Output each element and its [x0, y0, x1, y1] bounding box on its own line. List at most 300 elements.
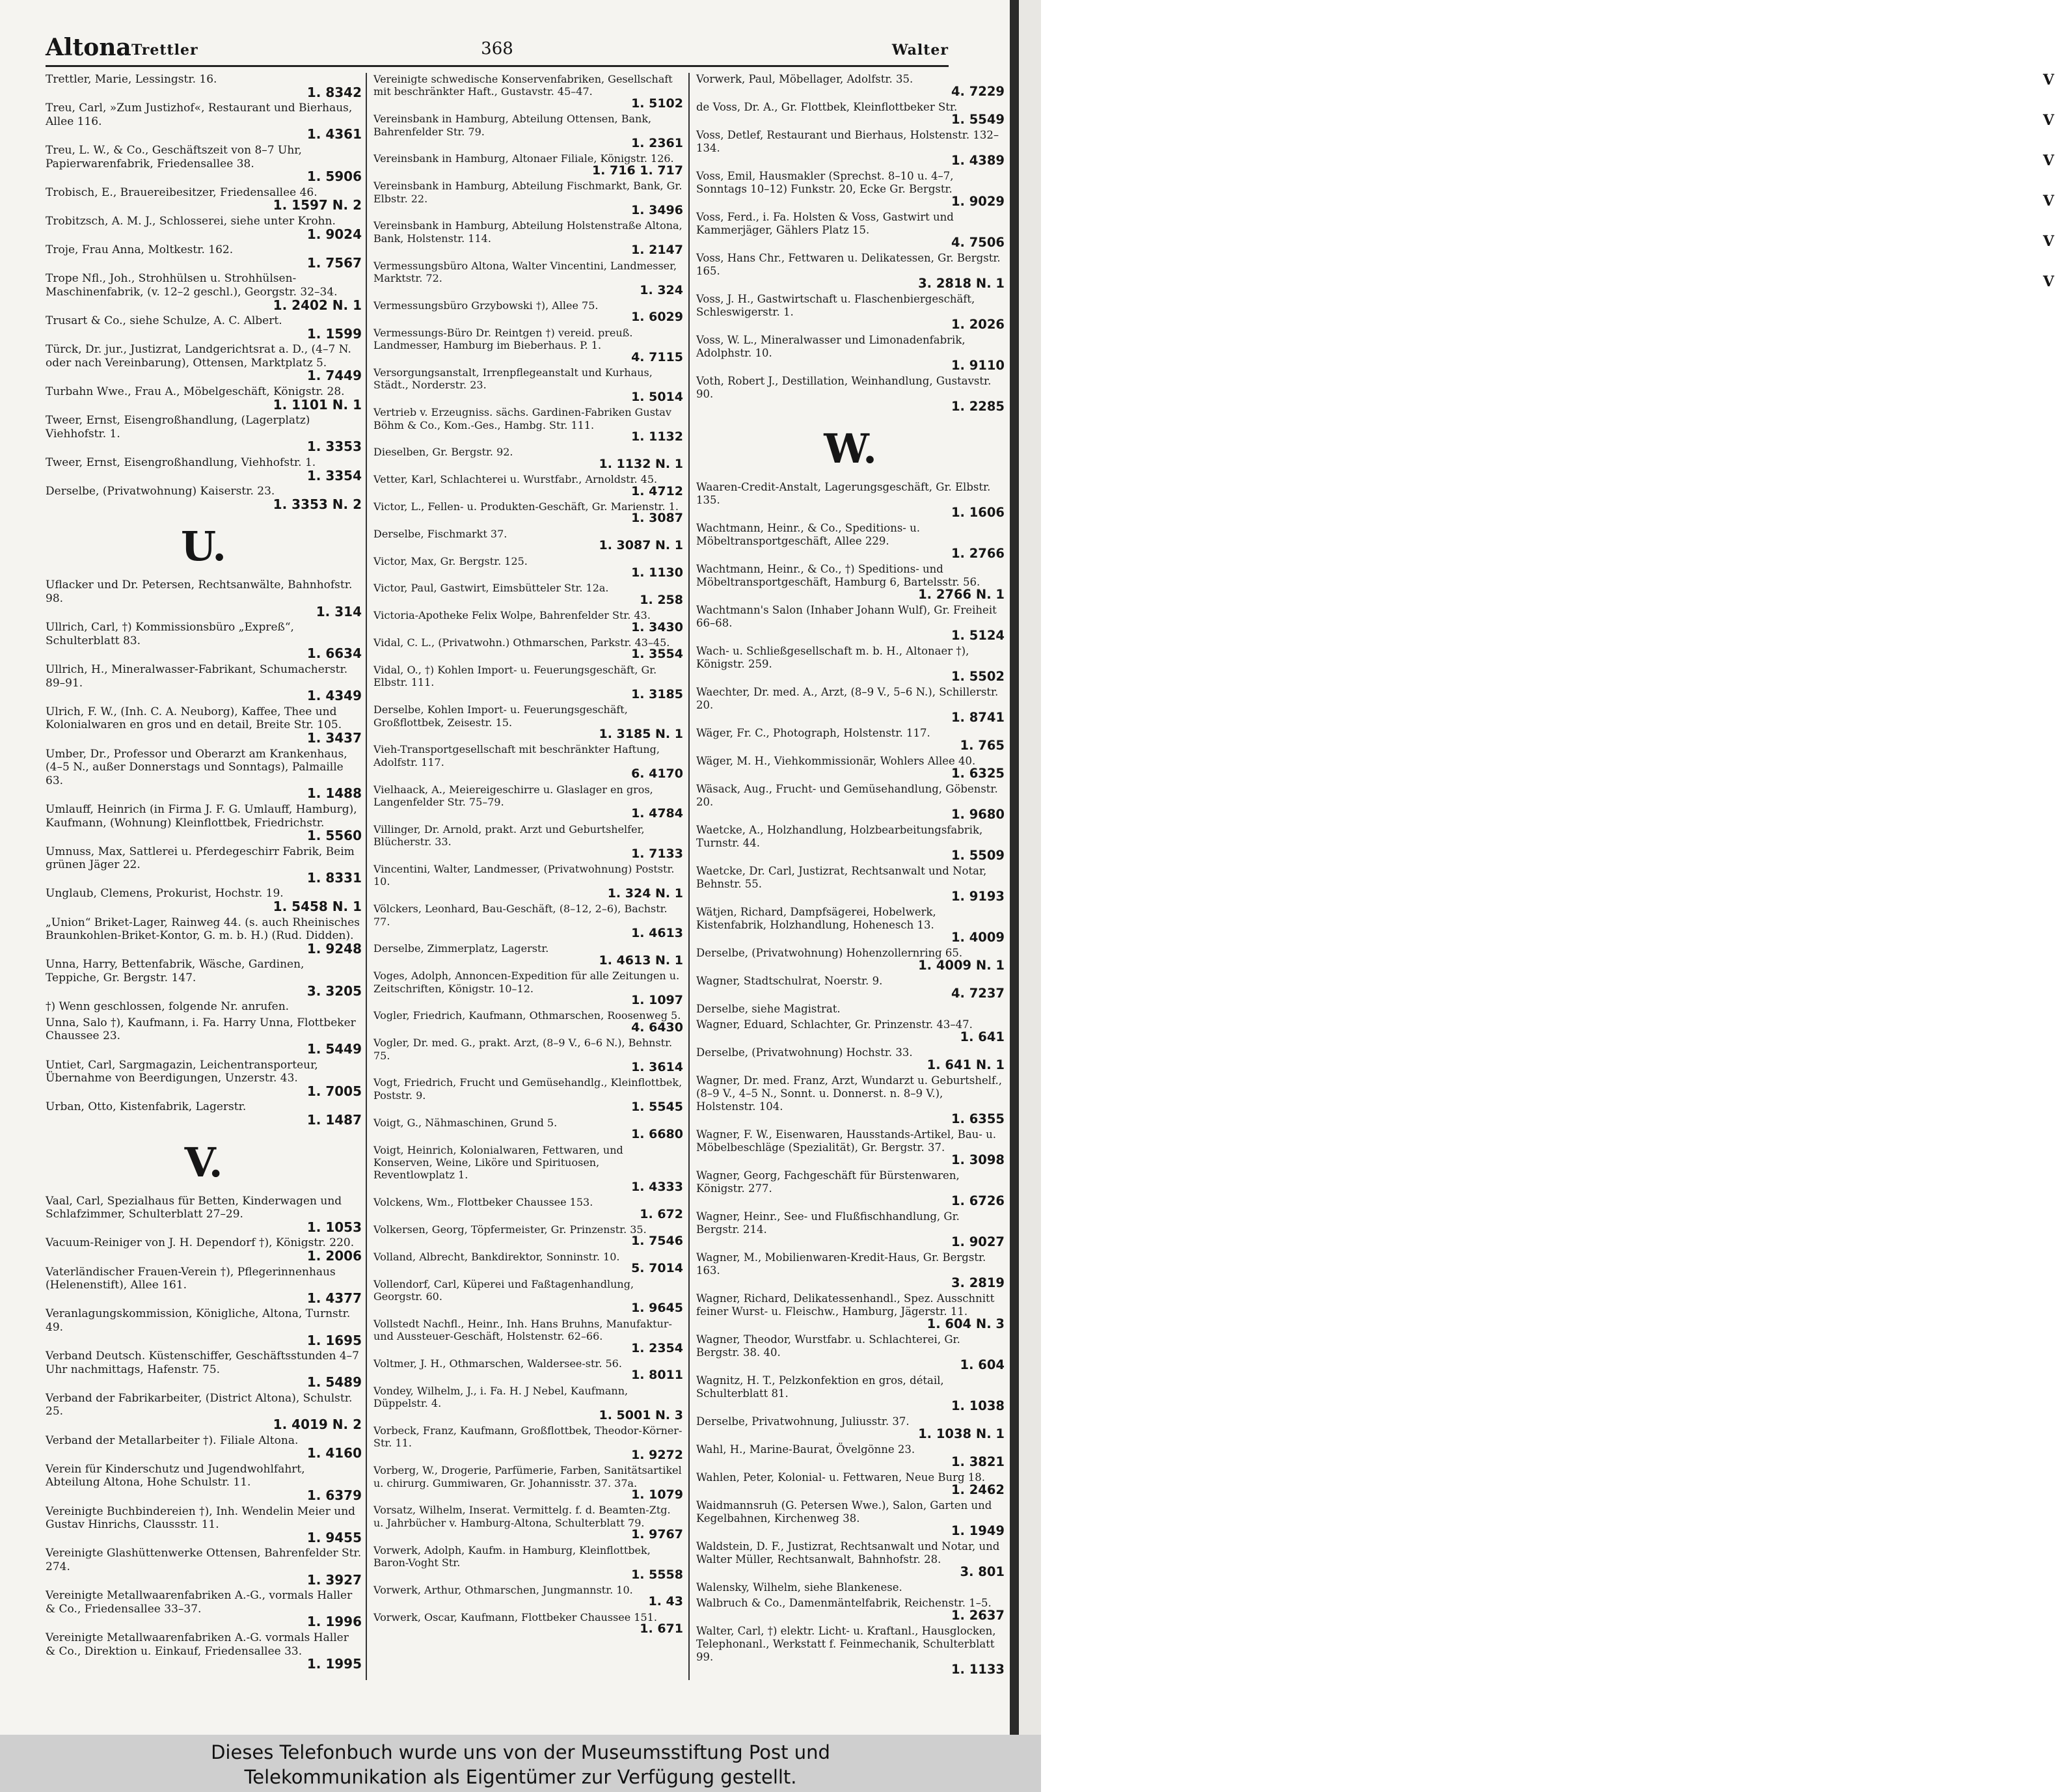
directory-entry	[696, 1169, 1005, 1208]
phone-number: 1. 3185 N. 1	[599, 726, 683, 741]
entry-text: Ulrich, F. W., (Inh. C. A. Neuborg), Kaffee, Thee und Kolonialwaren en gros und en detail, Breite Str. 105.	[46, 705, 342, 732]
entry-text: Unna, Harry, Bettenfabrik, Wäsche, Gardinen, Teppiche, Gr. Bergstr. 147.	[46, 958, 304, 985]
entry-text: Verband der Metallarbeiter †). Filiale Altona.	[46, 1433, 299, 1447]
entry-text: Voss, W. L., Mineralwasser und Limonadenfabrik, Adolphstr. 10.	[696, 334, 966, 359]
phone-number: 1. 3496	[631, 203, 683, 218]
directory-entry	[696, 1251, 1005, 1290]
entry-text: Umber, Dr., Professor und Oberarzt am Krankenhaus, (4–5 N., außer Donnerstags und Sonntags), Palmaille 63.	[46, 747, 347, 787]
phone-number: 1. 4349	[306, 688, 362, 704]
directory-column-2	[373, 73, 683, 1680]
directory-entry	[696, 755, 1005, 780]
phone-number: 1. 5502	[951, 669, 1005, 684]
entry-text: Trope Nfl., Joh., Strohhülsen u. Strohhülsen-Maschinenfabrik, (v. 12–2 geschl.), Georgstr. 32–34.	[46, 272, 338, 299]
phone-number: 1. 2402 N. 1	[273, 297, 362, 313]
header-first-name: Trettler	[131, 42, 198, 59]
directory-entry	[46, 1016, 362, 1056]
directory-entry	[373, 823, 683, 860]
phone-number: 1. 1695	[306, 1332, 362, 1348]
entry-text: Turbahn Wwe., Frau A., Möbelgeschäft, Königstr. 28.	[46, 385, 345, 399]
phone-number: 1. 1038	[951, 1398, 1005, 1413]
directory-entry	[696, 1625, 1005, 1676]
directory-entry	[373, 1009, 683, 1034]
entry-text: Vermessungs-Büro Dr. Reintgen †) vereid. preuß. Landmesser, Hamburg im Bieberhaus. P. 1.	[373, 326, 633, 352]
phone-number: 1. 1132	[631, 429, 683, 444]
entry-text: Waaren-Credit-Anstalt, Lagerungsgeschäft, Gr. Elbstr. 135.	[696, 481, 991, 506]
directory-entry	[696, 252, 1005, 290]
phone-number: 3. 801	[960, 1564, 1005, 1579]
directory-entry	[696, 1128, 1005, 1167]
directory-entry	[46, 73, 362, 99]
phone-number: 1. 2766 N. 1	[918, 587, 1005, 602]
phone-number: 1. 3437	[306, 729, 362, 746]
phone-number: 4. 6430	[631, 1020, 683, 1035]
phone-number: 1. 2354	[631, 1340, 683, 1355]
edge-fragment: V	[2043, 233, 2055, 250]
entry-text: Vollstedt Nachfl., Heinr., Inh. Hans Bruhns, Manufaktur- und Aussteuer-Geschäft, Holstenstr. 62–66.	[373, 1317, 672, 1343]
directory-entry	[696, 563, 1005, 601]
directory-entry	[373, 1385, 683, 1422]
page-header	[46, 34, 949, 62]
entry-text: Unna, Salo †), Kaufmann, i. Fa. Harry Unna, Flottbeker Chaussee 23.	[46, 1016, 356, 1043]
phone-number: 1. 6379	[306, 1487, 362, 1504]
phone-number: 1. 324	[640, 282, 683, 297]
directory-entry	[46, 1195, 362, 1234]
entry-text: Wagner, Dr. med. Franz, Arzt, Wundarzt u. Geburtshelf., (8–9 V., 4–5 N., Sonnt. u. Donnerst. n. 8–9 V.), Holstenstr. 104.	[696, 1074, 1003, 1113]
phone-number: 1. 9767	[631, 1527, 683, 1542]
entry-text: Vacuum-Reiniger von J. H. Dependorf †), Königstr. 220.	[46, 1236, 355, 1250]
phone-number: 1. 5124	[951, 628, 1005, 643]
phone-number: 1. 1133	[951, 1662, 1005, 1677]
entry-text: Derselbe, siehe Magistrat.	[696, 1003, 841, 1015]
entry-text: Wahl, H., Marine-Baurat, Övelgönne 23.	[696, 1443, 915, 1456]
directory-entry	[696, 1581, 1005, 1594]
phone-number: 1. 604	[960, 1357, 1005, 1372]
directory-entry	[46, 748, 362, 800]
phone-number: 1. 5489	[306, 1374, 362, 1391]
entry-text: Trobitzsch, A. M. J., Schlosserei, siehe unter Krohn.	[46, 214, 336, 228]
entry-text: Vorwerk, Adolph, Kaufm. in Hamburg, Kleinflottbek, Baron-Voght Str.	[373, 1543, 651, 1569]
phone-number: 4. 7237	[951, 986, 1005, 1001]
entry-text: Wäger, Fr. C., Photograph, Holstenstr. 117.	[696, 727, 930, 739]
directory-entry	[46, 215, 362, 241]
phone-number: 1. 4613 N. 1	[599, 953, 683, 968]
directory-entry	[696, 211, 1005, 249]
phone-number: 1. 2637	[951, 1608, 1005, 1623]
entry-text: Vereinsbank in Hamburg, Altonaer Filiale, Königstr. 126.	[373, 152, 674, 165]
entry-text: Ullrich, Carl, †) Kommissionsbüro „Expreß“, Schulterblatt 83.	[46, 621, 294, 647]
entry-text: Waetcke, A., Holzhandlung, Holzbearbeitungsfabrik, Turnstr. 44.	[696, 824, 983, 849]
phone-number: 1. 5102	[631, 96, 683, 111]
phone-number: 1. 6325	[951, 766, 1005, 781]
entry-text: Urban, Otto, Kistenfabrik, Lagerstr.	[46, 1100, 247, 1114]
phone-number: 1. 7133	[631, 846, 683, 861]
directory-entry	[373, 219, 683, 256]
directory-entry	[373, 609, 683, 634]
directory-entry	[373, 636, 683, 661]
phone-number: 1. 4784	[631, 806, 683, 821]
phone-number: 1. 5001 N. 3	[599, 1407, 683, 1422]
entry-text: de Voss, Dr. A., Gr. Flottbek, Kleinflottbeker Str.	[696, 101, 958, 113]
directory-entry	[46, 1236, 362, 1262]
entry-text: Wagner, Heinr., See- und Flußfischhandlung, Gr. Bergstr. 214.	[696, 1210, 960, 1236]
phone-number: 1. 2462	[951, 1482, 1005, 1497]
directory-entry	[373, 1544, 683, 1581]
directory-entry	[696, 783, 1005, 821]
entry-text: Vereinigte Glashüttenwerke Ottensen, Bahrenfelder Str. 274.	[46, 1547, 362, 1573]
phone-number: 1. 3087 N. 1	[599, 538, 683, 553]
directory-entry	[46, 1547, 362, 1586]
phone-number: 1. 4377	[306, 1290, 362, 1306]
entry-text: Vorsatz, Wilhelm, Inserat. Vermittelg. f. d. Beamten-Ztg. u. Jahrbücher v. Hamburg-Altona, Schulterblatt 79.	[373, 1504, 671, 1529]
phone-number: 1. 1487	[306, 1111, 362, 1128]
entry-text: Vereinigte Metallwaarenfabriken A.-G. vormals Haller & Co., Direktion u. Einkauf, Friedensallee 33.	[46, 1631, 349, 1658]
directory-entry	[696, 645, 1005, 683]
page-number: 368	[481, 39, 513, 59]
phone-number: 1. 9027	[951, 1234, 1005, 1249]
phone-number: 1. 4361	[306, 126, 362, 143]
entry-text: Wagner, Georg, Fachgeschäft für Bürstenwaren, Königstr. 277.	[696, 1169, 960, 1195]
entry-text: Derselbe, (Privatwohnung) Hohenzollernring 65.	[696, 947, 963, 959]
directory-entry	[373, 1251, 683, 1275]
directory-entry	[373, 1611, 683, 1636]
phone-number: 1. 43	[648, 1594, 683, 1609]
directory-entry	[696, 1499, 1005, 1538]
directory-entry	[696, 947, 1005, 972]
directory-entry	[696, 1415, 1005, 1441]
entry-text: Vorberg, W., Drogerie, Parfümerie, Farben, Sanitätsartikel u. chirurg. Gummiwaren, Gr. Johannisstr. 37. 37a.	[373, 1464, 682, 1489]
directory-entry	[696, 101, 1005, 126]
entry-text: Trobisch, E., Brauereibesitzer, Friedensallee 46.	[46, 185, 318, 199]
directory-entry	[373, 528, 683, 552]
header-place: Altona	[46, 34, 131, 61]
directory-entry	[373, 970, 683, 1007]
directory-entry	[46, 1631, 362, 1671]
phone-number: 1. 2361	[631, 136, 683, 151]
directory-entry	[46, 1307, 362, 1347]
entry-text: Voss, Ferd., i. Fa. Holsten & Voss, Gastwirt und Kammerjäger, Gählers Platz 15.	[696, 211, 954, 236]
directory-entry	[373, 863, 683, 900]
phone-number: 1. 1599	[306, 325, 362, 342]
phone-number: 1. 4009	[951, 930, 1005, 945]
phone-number: 1. 3430	[631, 619, 683, 634]
directory-entry	[696, 375, 1005, 413]
directory-entry	[46, 705, 362, 745]
phone-number: 1. 9645	[631, 1301, 683, 1316]
directory-entry	[373, 327, 683, 364]
directory-entry	[46, 803, 362, 843]
facing-page-edge	[1019, 0, 2055, 1735]
entry-text: Vereinigte Metallwaarenfabriken A.-G., vormals Haller & Co., Friedensallee 33–37.	[46, 1589, 353, 1616]
directory-entry	[46, 916, 362, 956]
entry-text: Vidal, O., †) Kohlen Import- u. Feuerungsgeschäft, Gr. Elbstr. 111.	[373, 663, 657, 689]
phone-number: 1. 5014	[631, 389, 683, 404]
directory-entry	[46, 343, 362, 383]
phone-number: 1. 3098	[951, 1152, 1005, 1167]
directory-entry	[696, 1018, 1005, 1044]
directory-entry	[696, 1597, 1005, 1622]
directory-entry	[696, 334, 1005, 372]
directory-entry	[373, 1424, 683, 1461]
phone-number: 1. 7449	[306, 368, 362, 384]
phone-number: 1. 1038 N. 1	[918, 1426, 1005, 1441]
directory-entry	[373, 473, 683, 498]
phone-number: 1. 324 N. 1	[607, 886, 683, 901]
directory-column-3	[696, 73, 1005, 1680]
entry-text: Wagner, F. W., Eisenwaren, Hausstands-Artikel, Bau- u. Möbelbeschläge (Spezialität), Gr. Bergstr. 37.	[696, 1128, 996, 1154]
entry-text: Tweer, Ernst, Eisengroßhandlung, (Lagerplatz) Viehhofstr. 1.	[46, 414, 310, 441]
phone-number: 1. 9455	[306, 1529, 362, 1545]
phone-number: 1. 1053	[306, 1219, 362, 1235]
entry-text: Dieselben, Gr. Bergstr. 92.	[373, 446, 513, 459]
entry-text: Waldstein, D. F., Justizrat, Rechtsanwalt und Notar, und Walter Müller, Rechtsanwalt, Bahnhofstr. 28.	[696, 1540, 1000, 1566]
entry-text: Vereinigte schwedische Konservenfabriken, Gesellschaft mit beschränkter Haft., Gustavstr. 45–47.	[373, 73, 673, 98]
phone-number: 1. 1101 N. 1	[273, 396, 362, 413]
directory-entry	[46, 144, 362, 183]
directory-entry	[46, 243, 362, 269]
phone-number: 1. 1996	[306, 1614, 362, 1630]
entry-text: Vaal, Carl, Spezialhaus für Betten, Kinderwagen und Schlafzimmer, Schulterblatt 27–29.	[46, 1194, 342, 1221]
directory-entry	[373, 664, 683, 701]
entry-text: Vermessungsbüro Altona, Walter Vincentini, Landmesser, Marktstr. 72.	[373, 259, 677, 285]
directory-entry	[373, 783, 683, 821]
directory-entry	[696, 522, 1005, 560]
phone-number: 3. 3205	[306, 983, 362, 999]
entry-text: Völckers, Leonhard, Bau-Geschäft, (8–12, 2–6), Bachstr. 77.	[373, 903, 668, 928]
entry-text: Voss, J. H., Gastwirtschaft u. Flaschenbiergeschäft, Schleswigerstr. 1.	[696, 293, 975, 318]
phone-number: 4. 7115	[631, 349, 683, 364]
directory-entry	[46, 485, 362, 511]
directory-entry	[373, 299, 683, 324]
phone-number: 1. 4333	[631, 1179, 683, 1194]
entry-text: Untiet, Carl, Sargmagazin, Leichentransporteur, Übernahme von Beerdigungen, Unzerstr. 43.	[46, 1058, 318, 1085]
entry-text: Voss, Emil, Hausmakler (Sprechst. 8–10 u. 4–7, Sonntags 10–12) Funkstr. 20, Ecke Gr. Bergstr.	[696, 170, 954, 195]
directory-entry	[696, 975, 1005, 1000]
directory-entry	[373, 1037, 683, 1074]
directory-entry	[373, 743, 683, 780]
phone-number: 3. 2818 N. 1	[918, 276, 1005, 291]
directory-entry	[373, 555, 683, 580]
phone-number: 1. 765	[960, 738, 1005, 753]
edge-fragment: V	[2043, 273, 2055, 290]
directory-entry	[696, 1374, 1005, 1413]
directory-entry	[373, 113, 683, 150]
entry-text: Wagner, Stadtschulrat, Noerstr. 9.	[696, 975, 883, 987]
directory-entry	[373, 406, 683, 443]
phone-number: 1. 5906	[306, 169, 362, 185]
directory-entry	[696, 1003, 1005, 1016]
phone-number: 1. 5449	[306, 1041, 362, 1057]
entry-text: Voges, Adolph, Annoncen-Expedition für alle Zeitungen u. Zeitschriften, Königstr. 10–12.	[373, 970, 680, 995]
directory-entry	[373, 1223, 683, 1248]
directory-entry	[46, 1059, 362, 1098]
directory-entry	[696, 1471, 1005, 1497]
phone-number: 1. 4160	[306, 1445, 362, 1461]
edge-fragment: V	[2043, 72, 2055, 88]
entry-text: Umlauff, Heinrich (in Firma J. F. G. Umlauff, Hamburg), Kaufmann, (Wohnung) Kleinflottbek, Friedrichstr.	[46, 802, 357, 830]
phone-number: 3. 2819	[951, 1275, 1005, 1290]
directory-entry	[46, 314, 362, 340]
entry-text: Derselbe, Zimmerplatz, Lagerstr.	[373, 942, 549, 955]
entry-text: Verein für Kinderschutz und Jugendwohlfahrt, Abteilung Altona, Hohe Schulstr. 11.	[46, 1462, 305, 1489]
directory-entry	[46, 1350, 362, 1389]
phone-number: 1. 3354	[306, 467, 362, 483]
entry-text: Volckens, Wm., Flottbeker Chaussee 153.	[373, 1196, 593, 1209]
edge-fragment: V	[2043, 152, 2055, 169]
entry-text: Victor, Paul, Gastwirt, Eimsbütteler Str. 12a.	[373, 582, 609, 595]
entry-text: Vorwerk, Paul, Möbellager, Adolfstr. 35.	[696, 73, 913, 85]
directory-entry	[696, 1292, 1005, 1331]
entry-text: Tweer, Ernst, Eisengroßhandlung, Viehhofstr. 1.	[46, 456, 316, 470]
directory-entry	[46, 621, 362, 660]
header-last-name: Walter	[891, 42, 949, 59]
entry-text: Vertrieb v. Erzeugniss. sächs. Gardinen-Fabriken Gustav Böhm & Co., Kom.-Ges., Hambg. Str. 111.	[373, 406, 671, 431]
directory-entry	[696, 481, 1005, 519]
entry-text: Waidmannsruh (G. Petersen Wwe.), Salon, Garten und Kegelbahnen, Kirchenweg 38.	[696, 1499, 992, 1525]
entry-text: Trettler, Marie, Lessingstr. 16.	[46, 73, 217, 86]
phone-number: 1. 641 N. 1	[927, 1057, 1005, 1072]
directory-entry	[46, 414, 362, 454]
entry-text: Voltmer, J. H., Othmarschen, Waldersee-str. 56.	[373, 1357, 622, 1370]
phone-number: 1. 9024	[306, 226, 362, 242]
directory-entry	[696, 1210, 1005, 1249]
entry-text: Voigt, G., Nähmaschinen, Grund 5.	[373, 1116, 558, 1129]
entry-text: Vogler, Friedrich, Kaufmann, Othmarschen, Roosenweg 5.	[373, 1009, 681, 1022]
entry-text: Vermessungsbüro Grzybowski †), Allee 75.	[373, 299, 599, 312]
directory-entry	[696, 293, 1005, 331]
footer-line: Telekommunikation als Eigentümer zur Verfügung gestellt.	[244, 1766, 797, 1788]
phone-number: 1. 5458 N. 1	[273, 899, 362, 915]
directory-entry	[373, 1117, 683, 1141]
phone-number: 1. 3353 N. 2	[273, 496, 362, 512]
entry-text: Derselbe, Privatwohnung, Juliusstr. 37.	[696, 1415, 910, 1428]
entry-text: Victoria-Apotheke Felix Wolpe, Bahrenfelder Str. 43.	[373, 609, 651, 622]
entry-text: Wahlen, Peter, Kolonial- u. Fettwaren, Neue Burg 18.	[696, 1471, 986, 1484]
directory-entry	[696, 1046, 1005, 1072]
entry-text: Vereinsbank in Hamburg, Abteilung Ottensen, Bank, Bahrenfelder Str. 79.	[373, 113, 652, 138]
entry-text: Vieh-Transportgesellschaft mit beschränkter Haftung, Adolfstr. 117.	[373, 743, 660, 768]
phone-number: 1. 3353	[306, 439, 362, 455]
entry-text: Volkersen, Georg, Töpfermeister, Gr. Prinzenstr. 35.	[373, 1223, 647, 1236]
phone-number: 1. 3927	[306, 1571, 362, 1588]
directory-entry	[46, 385, 362, 411]
directory-entry	[46, 958, 362, 998]
entry-text: Victor, L., Fellen- u. Produkten-Geschäft, Gr. Marienstr. 1.	[373, 500, 679, 513]
phone-number: 1. 8331	[306, 869, 362, 886]
phone-number: 4. 7229	[951, 84, 1005, 99]
entry-text: Derselbe, (Privatwohnung) Hochstr. 33.	[696, 1046, 913, 1059]
entry-text: Wachtmann, Heinr., & Co., Speditions- u. Möbeltransportgeschäft, Allee 229.	[696, 522, 920, 547]
facing-page-fragments	[2043, 72, 2056, 314]
directory-entry	[373, 703, 683, 740]
phone-number: 1. 5549	[951, 112, 1005, 127]
entry-text: Versorgungsanstalt, Irrenpflegeanstalt und Kurhaus, Städt., Norderstr. 23.	[373, 366, 653, 392]
directory-entry	[46, 845, 362, 885]
directory-entry	[373, 1584, 683, 1609]
directory-entry	[46, 456, 362, 482]
directory-entry	[46, 663, 362, 703]
entry-text: Wäger, M. H., Viehkommissionär, Wohlers Allee 40.	[696, 755, 976, 767]
phone-number: 1. 4613	[631, 926, 683, 940]
entry-text: Voss, Detlef, Restaurant und Bierhaus, Holstenstr. 132–134.	[696, 129, 999, 154]
phone-number: 1. 1597 N. 2	[273, 197, 362, 213]
entry-text: Wätjen, Richard, Dampfsägerei, Hobelwerk, Kistenfabrik, Holzhandlung, Hohenesch 13.	[696, 906, 936, 931]
phone-number: 1. 3087	[631, 511, 683, 526]
entry-text: Umnuss, Max, Sattlerei u. Pferdegeschirr Fabrik, Beim grünen Jäger 22.	[46, 845, 355, 872]
directory-entry	[373, 1278, 683, 1315]
entry-text: Vielhaack, A., Meiereigeschirre u. Glaslager en gros, Langenfelder Str. 75–79.	[373, 783, 653, 808]
entry-text: Vetter, Karl, Schlachterei u. Wurstfabr., Arnoldstr. 45.	[373, 473, 658, 486]
directory-entry	[46, 1100, 362, 1126]
phone-number: 1. 5509	[951, 848, 1005, 863]
entry-text: Waetcke, Dr. Carl, Justizrat, Rechtsanwalt und Notar, Behnstr. 55.	[696, 865, 987, 890]
entry-text: Verband Deutsch. Küstenschiffer, Geschäftsstunden 4–7 Uhr nachmittags, Hafenstr. 75.	[46, 1350, 360, 1376]
directory-entry	[46, 186, 362, 212]
phone-number: 1. 3821	[951, 1454, 1005, 1469]
entry-text: Wagner, Eduard, Schlachter, Gr. Prinzenstr. 43–47.	[696, 1018, 973, 1031]
directory-entry	[46, 1463, 362, 1502]
directory-entry	[373, 1504, 683, 1541]
directory-entry	[696, 686, 1005, 724]
footer-notice	[0, 1735, 1041, 1792]
phone-number: 1. 1606	[951, 505, 1005, 520]
phone-number: 1. 8342	[306, 84, 362, 100]
phone-number: 1. 7005	[306, 1083, 362, 1099]
entry-text: Derselbe, (Privatwohnung) Kaiserstr. 23.	[46, 485, 275, 498]
phone-number: 1. 9193	[951, 889, 1005, 904]
directory-entry	[696, 865, 1005, 903]
entry-text: Voth, Robert J., Destillation, Weinhandlung, Gustavstr. 90.	[696, 375, 992, 400]
entry-text: Treu, L. W., & Co., Geschäftszeit von 8–7 Uhr, Papierwarenfabrik, Friedensallee 38.	[46, 143, 302, 170]
directory-entry	[696, 906, 1005, 944]
directory-entry	[46, 1392, 362, 1432]
entry-text: Ullrich, H., Mineralwasser-Fabrikant, Schumacherstr. 89–91.	[46, 662, 348, 690]
phone-number: 1. 672	[640, 1206, 683, 1221]
directory-entry	[696, 1074, 1005, 1126]
phone-number: 1. 1097	[631, 993, 683, 1008]
phone-number: 1. 1488	[306, 785, 362, 802]
phone-number: 1. 7567	[306, 254, 362, 271]
directory-entry	[373, 366, 683, 403]
entry-text: Veranlagungskommission, Königliche, Altona, Turnstr. 49.	[46, 1307, 351, 1334]
entry-text: Troje, Frau Anna, Moltkestr. 162.	[46, 243, 234, 257]
phone-number: 1. 1995	[306, 1656, 362, 1672]
phone-number: 1. 1130	[631, 565, 683, 580]
phone-number: 1. 1132 N. 1	[599, 456, 683, 471]
phone-number: 1. 314	[316, 603, 362, 619]
entry-text: Vereinsbank in Hamburg, Abteilung Holstenstraße Altona, Bank, Holstenstr. 114.	[373, 219, 683, 245]
directory-entry	[373, 180, 683, 217]
section-letter: U.	[181, 523, 226, 571]
phone-number: 1. 8011	[631, 1368, 683, 1383]
phone-number: 1. 9029	[951, 194, 1005, 209]
footer-line: Dieses Telefonbuch wurde uns von der Museumsstiftung Post und	[211, 1741, 830, 1763]
phone-number: 1. 6634	[306, 645, 362, 662]
entry-text: Walensky, Wilhelm, siehe Blankenese.	[696, 1581, 902, 1594]
directory-entry	[696, 129, 1005, 167]
edge-fragment: V	[2043, 193, 2055, 210]
phone-number: 1. 8741	[951, 710, 1005, 725]
phone-number: 1. 6029	[631, 310, 683, 325]
column-divider	[688, 73, 690, 1680]
entry-text: Wagner, M., Mobilienwaren-Kredit-Haus, Gr. Bergstr. 163.	[696, 1251, 986, 1277]
entry-text: Vaterländischer Frauen-Verein †), Pflegerinnenhaus (Helenenstift), Allee 161.	[46, 1265, 336, 1292]
directory-entry	[696, 727, 1005, 752]
phone-number: 1. 671	[640, 1622, 683, 1636]
phone-number: 1. 3614	[631, 1060, 683, 1075]
entry-text: Uflacker und Dr. Petersen, Rechtsanwälte, Bahnhofstr. 98.	[46, 578, 353, 605]
phone-number: 1. 604 N. 3	[927, 1316, 1005, 1331]
phone-number: 1. 4389	[951, 153, 1005, 168]
